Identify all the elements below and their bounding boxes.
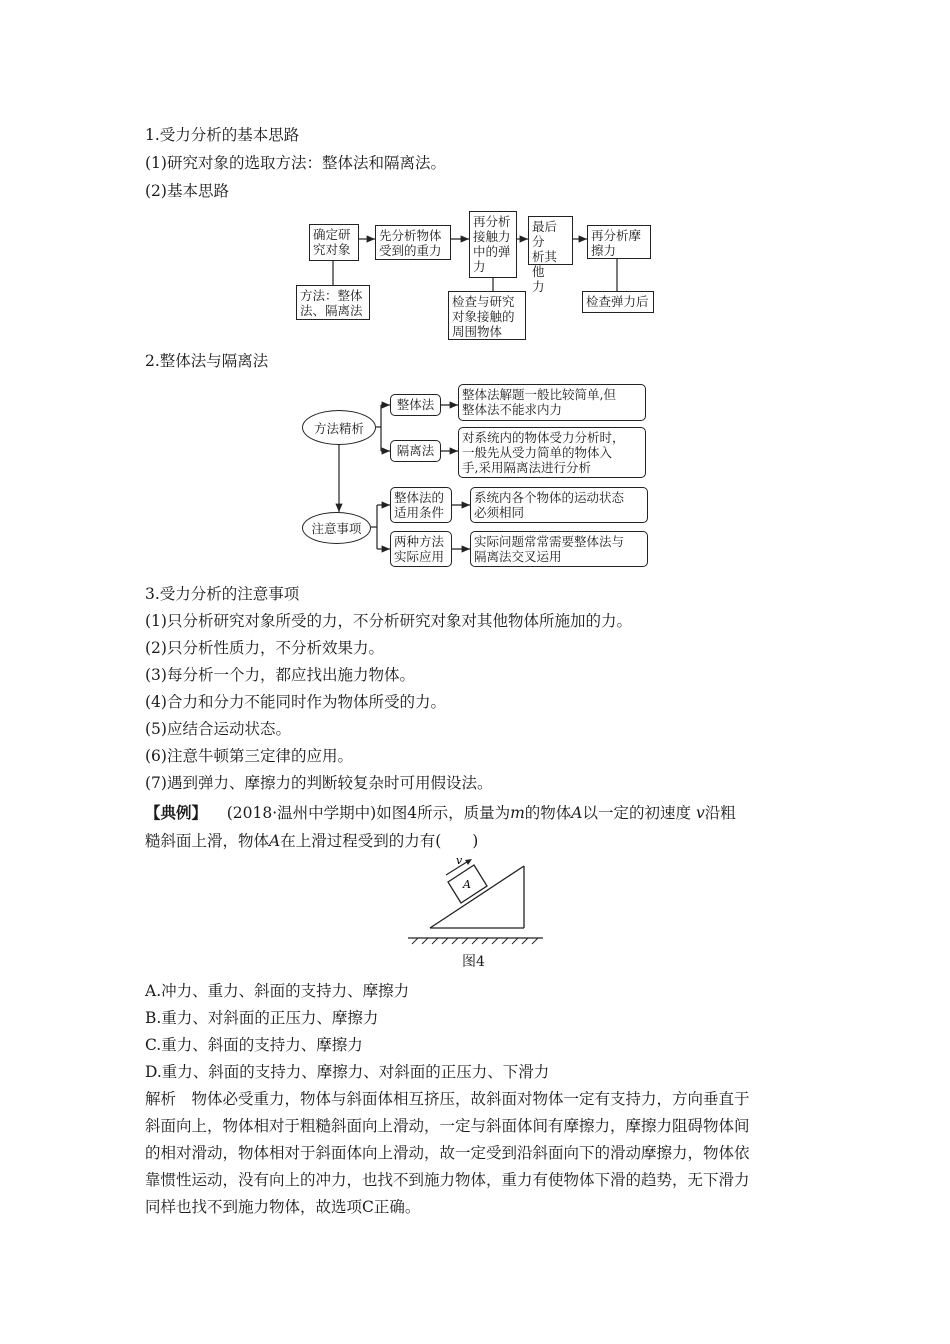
section3-item-4: (4)合力和分力不能同时作为物体所受的力。 [145, 693, 446, 711]
flow2-practical-application: 两种方法 实际应用 [390, 531, 452, 567]
example-object-var: A [269, 832, 281, 850]
section3-heading: 3.受力分析的注意事项 [145, 585, 300, 603]
section3-item-2: (2)只分析性质力，不分析效果力。 [145, 639, 384, 657]
example-text: 以一定的初速度 [582, 804, 692, 822]
example-text: 沿粗 [704, 804, 736, 822]
option-b: B.重力、对斜面的正压力、摩擦力 [145, 1009, 379, 1027]
figure-caption: 图4 [462, 954, 485, 970]
flow2-method-ellipse: 方法精析 [302, 410, 376, 445]
section3-item-1: (1)只分析研究对象所受的力，不分析研究对象对其他物体所施加的力。 [145, 612, 632, 630]
section2-heading: 2.整体法与隔离法 [145, 352, 269, 370]
section3-item-3: (3)每分析一个力，都应找出施力物体。 [145, 666, 415, 684]
flow2-whole-method-desc: 整体法解题一般比较简单,但 整体法不能求内力 [458, 384, 646, 421]
section3-item-6: (6)注意牛顿第三定律的应用。 [145, 747, 353, 765]
section3-item-5: (5)应结合运动状态。 [145, 720, 291, 738]
solution-line-3: 的相对滑动，物体相对于斜面体向上滑动，故一定受到沿斜面向下的滑动摩擦力，物体依 [145, 1144, 750, 1162]
example-text: 的物体 [524, 804, 572, 822]
flow1-note-method: 方法：整体 法、隔离法 [296, 285, 370, 320]
example-tag: 【典例】 [145, 803, 208, 822]
solution-line-1: 解析 物体必受重力，物体与斜面体相互挤压，故斜面对物体一定有支持力，方向垂直于 [145, 1090, 750, 1108]
flow1-box-friction: 再分析摩 擦力 [587, 225, 651, 259]
flow1-note-after-elastic: 检查弹力后 [582, 291, 654, 313]
block-label: A [463, 878, 471, 891]
flow2-applicable-conditions: 整体法的 适用条件 [390, 487, 452, 523]
example-source: (2018·温州中学期中) [226, 804, 377, 822]
solution-line-4: 靠惯性运动，没有向上的冲力，也找不到施力物体，重力有使物体下滑的趋势，无下滑力 [145, 1171, 750, 1189]
velocity-label: v [456, 854, 463, 867]
option-c: C.重力、斜面的支持力、摩擦力 [145, 1036, 363, 1054]
example-text: 如图4所示，质量为 [376, 804, 511, 822]
flow1-note-check-contacts: 检查与研究 对象接触的 周围物体 [448, 291, 526, 340]
example-text: 糙斜面上滑，物体 [145, 832, 270, 850]
example-object-var: A [571, 804, 583, 822]
flow2-cautions-ellipse: 注意事项 [302, 512, 371, 544]
flow1-box-gravity: 先分析物体 受到的重力 [375, 225, 451, 260]
flow1-box-elastic-force: 再分析 接触力 中的弹 力 [469, 211, 517, 278]
flow2-applicable-conditions-desc: 系统内各个物体的运动状态 必须相同 [470, 487, 648, 523]
flow2-whole-method: 整体法 [390, 394, 441, 416]
flow1-box-other-forces: 最后分 析其他 力 [528, 216, 573, 265]
option-d: D.重力、斜面的支持力、摩擦力、对斜面的正压力、下滑力 [145, 1063, 550, 1081]
flow2-isolation-method-desc: 对系统内的物体受力分析时， 一般先从受力简单的物体入 手,采用隔离法进行分析 [458, 427, 646, 478]
flow2-isolation-method: 隔离法 [390, 440, 441, 462]
flow2-practical-application-desc: 实际问题常常需要整体法与 隔离法交叉运用 [470, 531, 648, 567]
section1-sub1: (1)研究对象的选取方法：整体法和隔离法。 [145, 154, 446, 172]
example-mass-var: m [510, 804, 525, 822]
section1-sub2: (2)基本思路 [145, 182, 229, 200]
solution-line-2: 斜面向上，物体相对于粗糙斜面向上滑动，一定与斜面体间有摩擦力，摩擦力阻碍物体间 [145, 1117, 750, 1135]
example-text: 在上滑过程受到的力有( ) [280, 832, 479, 850]
option-a: A.冲力、重力、斜面的支持力、摩擦力 [145, 982, 410, 1000]
flow1-box-select-object: 确定研 究对象 [309, 224, 359, 261]
solution-line-5: 同样也找不到施力物体，故选项C正确。 [145, 1198, 421, 1216]
section3-item-7: (7)遇到弹力、摩擦力的判断较复杂时可用假设法。 [145, 774, 493, 792]
section1-heading: 1.受力分析的基本思路 [145, 126, 300, 144]
example-velocity-var: v [695, 804, 705, 822]
